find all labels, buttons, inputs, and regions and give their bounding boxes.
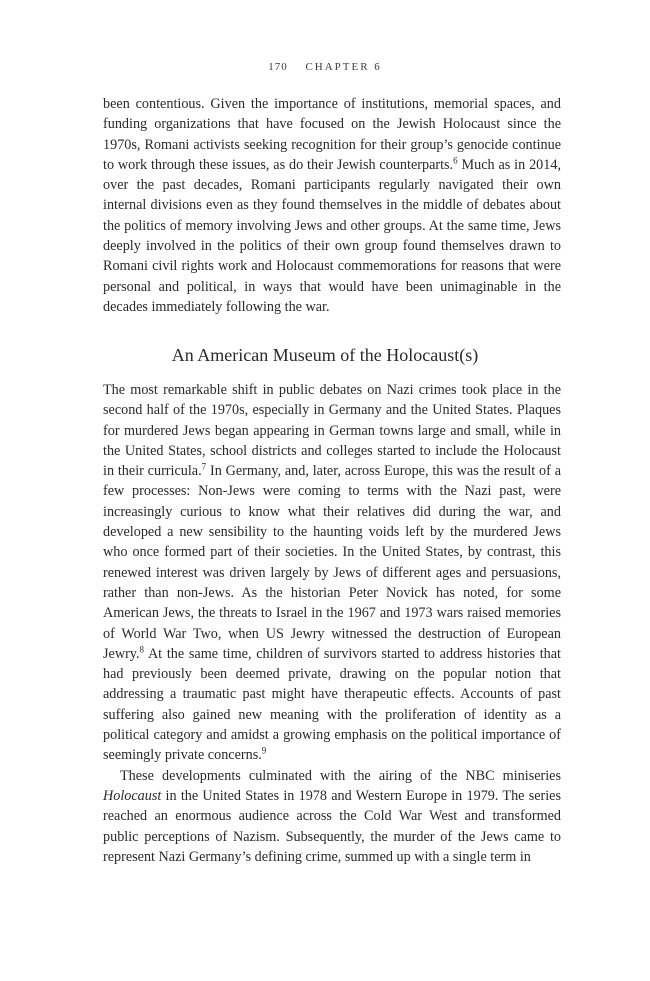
text-block-section (103, 380, 561, 867)
running-head (0, 61, 650, 73)
paragraph-2-text-b: In Germany, and, later, across Europe, this was the result of a few processes: Non-Jews were coming to terms with the Nazi past, were increasingly curious to know what their relatives did during the war, and developed a new sensibility to the haunting voids left by the murdered Jews who once formed part of their societies. In the United States, by contrast, this renewed interest was driven largely by Jews of different ages and persuasions, rather than non-Jews. As the historian Peter Novick has noted, for some American Jews, the threats to Israel in the 1967 and 1973 wars raised memories of World War Two, when US Jewry witnessed the destruction of European Jewry. (103, 463, 561, 662)
footnote-ref-9: 9 (261, 745, 267, 756)
series-title: Holocaust (103, 787, 162, 804)
paragraph-2 (103, 380, 561, 766)
section-heading: An American Museum of the Holocaust(s) (171, 345, 479, 365)
paragraph-3-text-b: in the United States in 1978 and Western Europe in 1979. The series reached an enormous audience across the Cold War West and transformed public perceptions of Nazism. Subsequently, the murder of the Jews came to represent Nazi Germany’s defining crime, summed up with a single term in (103, 787, 561, 865)
paragraph-2-text-c: At the same time, children of survivors started to address histories that had previously been deemed private, drawing on the popular notion that addressing a traumatic past might have therapeutic effects. Accounts of past suffering also gained new meaning with the proliferation of identity as a political category and amidst a growing emphasis on the political importance of seemingly private concerns. (103, 645, 561, 764)
footnote-ref-6: 6 (453, 155, 458, 166)
paragraph-1-text-b: Much as in 2014, over the past decades, Romani participants regularly navigated their own internal divisions even as they found themselves in the middle of debates about the politics of memory involving Jews and other groups. At the same time, Jews deeply involved in the politics of their own group found themselves drawn to Romani civil rights work and Holocaust commemorations for reasons that were personal and political, in ways that would have been unimaginable in the decades immediately following the war. (103, 156, 561, 315)
text-block-top (103, 94, 561, 317)
footnote-ref-7: 7 (201, 461, 207, 472)
paragraph-1 (103, 94, 561, 317)
paragraph-1-text-a: been contentious. Given the importance of institutions, memorial spaces, and funding organizations that have focused on the Jewish Holocaust since the 1970s, Romani activists seeking recognition for their group’s genocide continue to work through these issues, as do their Jewish counterparts. (103, 96, 561, 173)
page-number: 170 (268, 61, 288, 73)
paragraph-3-text-a: These developments culminated with the airing of the NBC miniseries (120, 767, 561, 784)
chapter-label: CHAPTER 6 (305, 61, 382, 73)
paragraph-3 (103, 766, 561, 867)
paragraph-2-text-a: The most remarkable shift in public debates on Nazi crimes took place in the second half of the 1970s, especially in Germany and the United States. Plaques for murdered Jews began appearing in German towns large and small, while in the United States, school districts and colleges started to include the Holocaust in their curricula. (103, 382, 561, 480)
footnote-ref-8: 8 (139, 644, 145, 655)
